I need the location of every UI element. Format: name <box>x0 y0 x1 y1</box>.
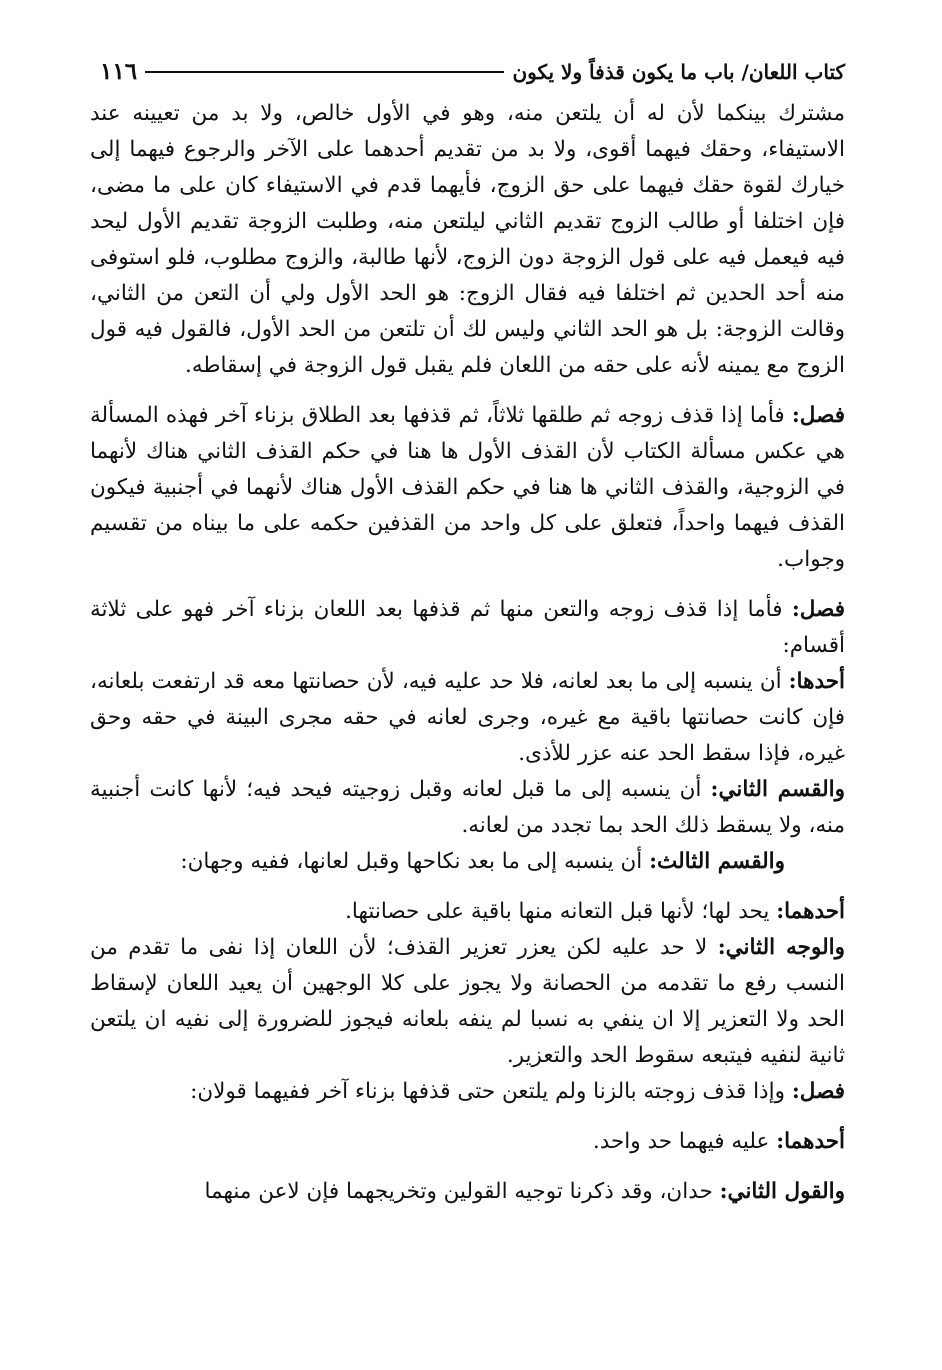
paragraph-lead: فصل: <box>791 597 845 622</box>
paragraph <box>90 398 845 578</box>
paragraph-lead: أحدهما: <box>776 1129 845 1154</box>
paragraph <box>90 1074 845 1110</box>
paragraph-lead: والقسم الثالث: <box>649 849 785 874</box>
paragraph-text: فأما إذا قذف زوجه والتعن منها ثم قذفها بعد اللعان بزناء آخر فهو على ثلاثة أقسام: <box>90 597 845 658</box>
paragraph-text: لا حد عليه لكن يعزر تعزير القذف؛ لأن اللعان إذا نفى ما تقدم من النسب رفع ما تقدمه من الحصانة ولا يجوز على كلا الوجهين أن يعيد اللعان لإسقاط الحد ولا التعزير إلا ان ينفي به نسبا لم ينفه بلعانه فيجوز للضرورة إلى نفيه ان يلتعن ثانية لنفيه فيتبعه سقوط الحد والتعزير. <box>90 935 845 1068</box>
header-rule <box>145 71 504 73</box>
paragraph-lead: فصل: <box>791 1079 845 1104</box>
paragraph-text: أن ينسبه إلى ما بعد نكاحها وقبل لعانها، ففيه وجهان: <box>180 849 643 874</box>
paragraph-text: فأما إذا قذف زوجه ثم طلقها ثلاثاً، ثم قذفها بعد الطلاق بزناء آخر فهذه المسألة هي عكس مسألة الكتاب لأن القذف الأول ها هنا في حكم القذف الثاني هناك لأنهما في الزوجية، والقذف الثاني ها هنا في حكم القذف الأول هناك لأنهما في أجنبية فيكون القذف فيهما واحداً، فتعلق على كل واحد من القذفين حكمه على ما بيناه من تقسيم وجواب. <box>90 403 845 572</box>
paragraph <box>90 894 845 930</box>
paragraph <box>90 664 845 772</box>
paragraph-text: أن ينسبه إلى ما بعد لعانه، فلا حد عليه فيه، لأن حصانتها معه قد ارتفعت بلعانه، فإن كانت حصانتها باقية مع غيره، وجرى لعانه في حقه مجرى البينة في حقه وحق غيره، فإذا سقط الحد عنه عزر للأذى. <box>90 669 845 766</box>
paragraph-text: عليه فيهما حد واحد. <box>592 1129 770 1154</box>
paragraph-text: مشترك بينكما لأن له أن يلتعن منه، وهو في الأول خالص، ولا بد من تعيينه عند الاستيفاء، وحقك فيهما أقوى، ولا بد من تقديم أحدهما على الآخر والرجوع فيهما إلى خيارك لقوة حقك فيهما على حق الزوج، فأيهما قدم في الاستيفاء كان على ما مضى، فإن اختلفا أو طالب الزوج تقديم الثاني ليلتعن منه، وطلبت الزوجة تقديم الأول ليحد فيه فيعمل فيه على قول الزوجة دون الزوج، لأنها طالبة، والزوج مطلوب، فلو استوفى منه أحد الحدين ثم اختلفا فيه فقال الزوج: هو الحد الأول ولي أن التعن من الثاني، وقالت الزوجة: بل هو الحد الثاني وليس لك أن تلتعن من الحد الأول، فالقول فيه قول الزوج مع يمينه لأنه على حقه من اللعان فلم يقبل قول الزوجة في إسقاطه. <box>90 101 845 378</box>
paragraph-text: أن ينسبه إلى ما قبل لعانه وقبل زوجيته فيحد فيه؛ لأنها كانت أجنبية منه، ولا يسقط ذلك الحد بما تجدد من لعانه. <box>90 777 845 838</box>
page-number: ١١٦ <box>100 58 138 85</box>
paragraph <box>90 592 845 664</box>
paragraph-lead: والقسم الثاني: <box>710 777 846 802</box>
paragraph <box>90 1174 845 1210</box>
paragraph-text: يحد لها؛ لأنها قبل التعانه منها باقية على حصانتها. <box>345 899 770 924</box>
paragraph-lead: أحدها: <box>788 669 845 694</box>
paragraph <box>90 772 845 844</box>
paragraph-text: وإذا قذف زوجته بالزنا ولم يلتعن حتى قذفها بزناء آخر ففيهما قولان: <box>190 1079 785 1104</box>
running-title: كتاب اللعان/ باب ما يكون قذفاً ولا يكون <box>512 60 845 84</box>
paragraph-text: حدان، وقد ذكرنا توجيه القولين وتخريجهما فإن لاعن منهما <box>204 1179 713 1204</box>
paragraph <box>90 930 845 1074</box>
paragraph-lead: والوجه الثاني: <box>717 935 845 960</box>
paragraph <box>90 1124 845 1160</box>
page <box>90 52 845 1210</box>
paragraph <box>90 96 845 384</box>
paragraph-lead: أحدهما: <box>776 899 845 924</box>
paragraph <box>90 844 845 880</box>
paragraph-lead: فصل: <box>791 403 845 428</box>
running-head <box>90 52 845 92</box>
paragraph-lead: والقول الثاني: <box>719 1179 845 1204</box>
